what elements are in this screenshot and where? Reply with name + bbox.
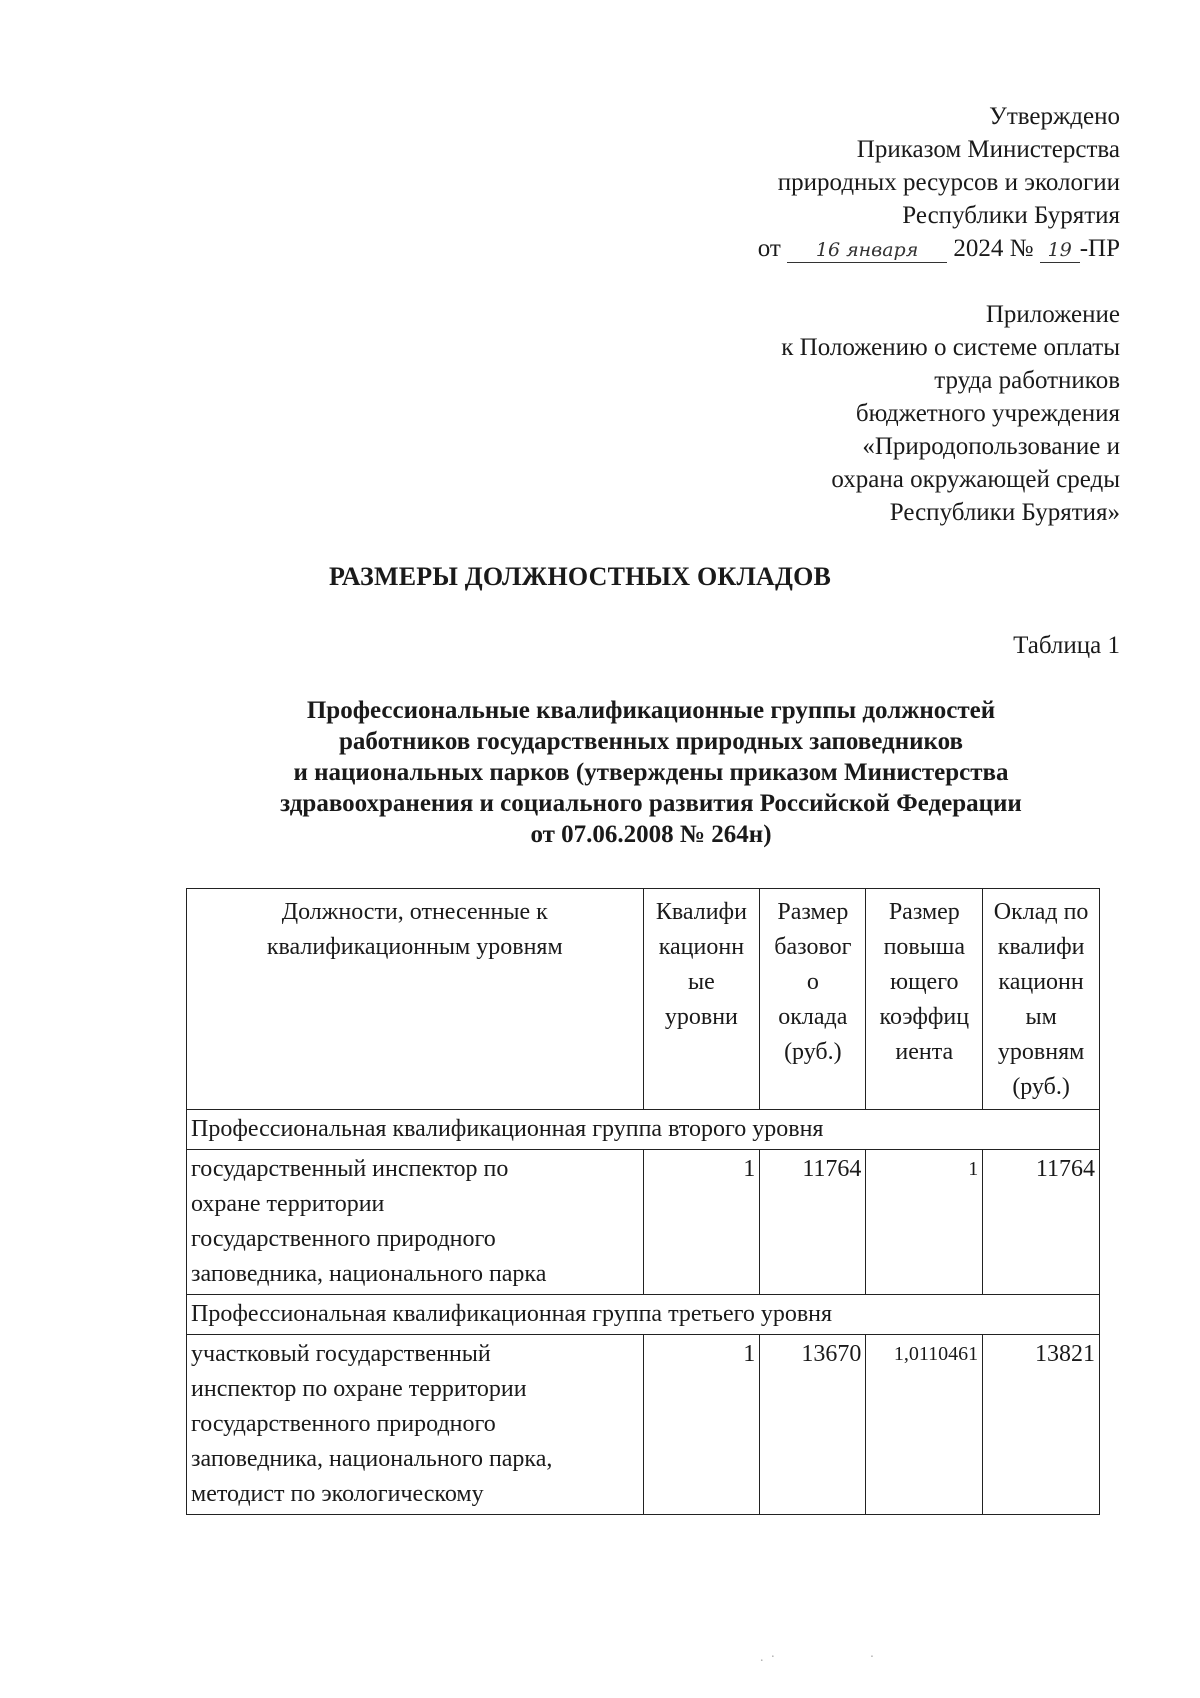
header-text: коэффиц — [879, 1004, 970, 1030]
handwritten-date: 16 января — [787, 238, 947, 263]
header-text: (руб.) — [1012, 1074, 1070, 1100]
table-title — [186, 695, 1116, 850]
appendix-line: труда работников — [934, 367, 1120, 394]
cell-base-salary: 13670 — [760, 1335, 866, 1515]
appendix-line: охрана окружающей среды — [831, 466, 1120, 493]
header-text: ющего — [890, 969, 959, 995]
order-year: 2024 № — [953, 235, 1034, 262]
header-text: ым — [1025, 1004, 1057, 1030]
header-text: базовог — [774, 934, 852, 960]
order-suffix: -ПР — [1079, 235, 1120, 262]
approval-line: Республики Бурятия — [902, 202, 1120, 229]
approval-date-line — [560, 232, 1120, 265]
cell-position — [187, 1150, 644, 1295]
cell-position — [187, 1335, 644, 1515]
table-row — [187, 1150, 1100, 1295]
table-title-line: Профессиональные квалификационные группы должностей — [306, 697, 996, 724]
header-salary — [983, 889, 1100, 1110]
group-row-second-level — [187, 1110, 1100, 1150]
header-text: кационн — [998, 969, 1084, 995]
position-text: охране территории — [191, 1191, 385, 1217]
appendix-line: «Природопользование и — [862, 433, 1120, 460]
position-text: заповедника, национального парка — [191, 1261, 547, 1287]
approval-line: Приказом Министерства — [856, 136, 1120, 163]
appendix-line: Республики Бурятия» — [889, 499, 1120, 526]
table-title-line: и национальных парков (утверждены приказом Министерства — [293, 759, 1009, 786]
position-text: государственного природного — [191, 1226, 496, 1252]
cell-level: 1 — [643, 1150, 760, 1295]
table-title-line: здравоохранения и социального развития Российской Федерации — [280, 790, 1022, 817]
header-text: повыша — [883, 934, 966, 960]
page-title: РАЗМЕРЫ ДОЛЖНОСТНЫХ ОКЛАДОВ — [328, 562, 832, 591]
group-row-third-level — [187, 1295, 1100, 1335]
group-label: Профессиональная квалификационная группа третьего уровня — [187, 1295, 1100, 1335]
header-text: оклада — [778, 1004, 848, 1030]
header-text: кационн — [658, 934, 745, 960]
table-header-row — [187, 889, 1100, 1110]
header-text: квалифи — [997, 934, 1085, 960]
header-text: иента — [895, 1039, 954, 1065]
position-text: инспектор по охране территории — [191, 1376, 527, 1402]
position-text: методист по экологическому — [191, 1481, 484, 1507]
appendix-line: Приложение — [985, 301, 1120, 328]
cell-salary: 11764 — [983, 1150, 1100, 1295]
approval-line: природных ресурсов и экологии — [777, 169, 1120, 196]
cell-base-salary: 11764 — [760, 1150, 866, 1295]
cell-coefficient: 1 — [866, 1150, 983, 1295]
table-title-line: работников государственных природных заповедников — [339, 728, 963, 755]
header-text: квалификационным уровням — [266, 934, 563, 960]
position-text: участковый государственный — [191, 1341, 491, 1367]
table-title-line: от 07.06.2008 № 264н) — [530, 821, 772, 848]
header-text: Квалифи — [655, 899, 747, 925]
header-text: уровням — [997, 1039, 1085, 1065]
appendix-line: бюджетного учреждения — [855, 400, 1120, 427]
scan-specks: . · · — [760, 1650, 875, 1665]
appendix-block — [560, 298, 1120, 529]
header-text: о — [806, 969, 819, 995]
table-row — [187, 1335, 1100, 1515]
position-text: государственного природного — [191, 1411, 496, 1437]
table-number: Таблица 1 — [1013, 632, 1120, 659]
approval-block — [560, 100, 1120, 265]
header-text: Размер — [777, 899, 849, 925]
header-text: ые — [687, 969, 715, 995]
header-text: (руб.) — [784, 1039, 842, 1065]
appendix-line: к Положению о системе оплаты — [781, 334, 1120, 361]
header-text: уровни — [664, 1004, 738, 1030]
cell-coefficient: 1,0110461 — [866, 1335, 983, 1515]
header-text: Размер — [888, 899, 960, 925]
group-label: Профессиональная квалификационная группа второго уровня — [187, 1110, 1100, 1150]
cell-salary: 13821 — [983, 1335, 1100, 1515]
position-text: заповедника, национального парка, — [191, 1446, 553, 1472]
header-level — [643, 889, 760, 1110]
cell-level: 1 — [643, 1335, 760, 1515]
header-coefficient — [866, 889, 983, 1110]
header-position — [187, 889, 644, 1110]
position-text: государственный инспектор по — [191, 1156, 509, 1182]
header-text: Должности, отнесенные к — [281, 899, 548, 925]
approval-line: Утверждено — [989, 103, 1120, 130]
salary-table — [186, 888, 1100, 1515]
header-base-salary — [760, 889, 866, 1110]
date-prefix: от — [757, 235, 781, 262]
header-text: Оклад по — [993, 899, 1089, 925]
handwritten-order-number: 19 — [1040, 238, 1080, 263]
